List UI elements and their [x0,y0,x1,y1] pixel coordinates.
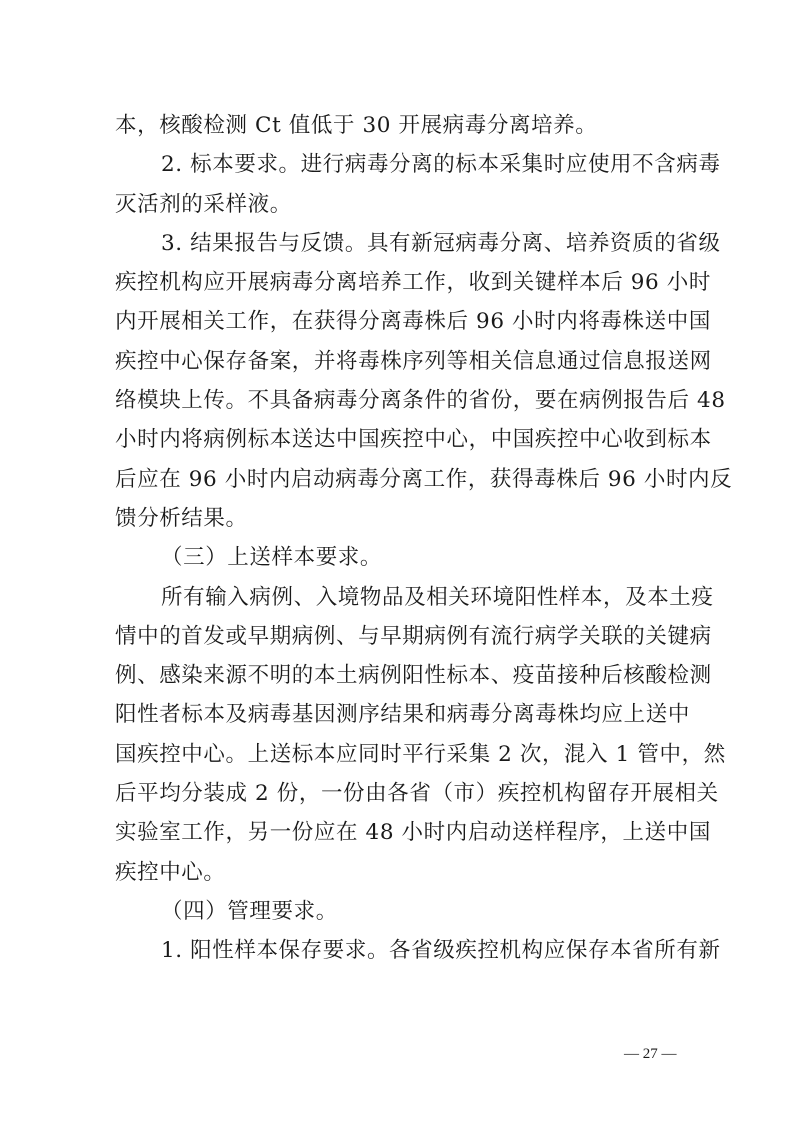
text-line: 灭活剂的采样液。 [115,191,292,217]
text-line: 所有输入病例、入境物品及相关环境阳性样本，及本土疫 [161,584,714,610]
text-line: 1. 阳性样本保存要求。各省级疾控机构应保存本省所有新 [161,938,721,964]
text-line: 例、感染来源不明的本土病例阳性标本、疫苗接种后核酸检测 [115,663,712,689]
section-heading: （四）管理要求。 [161,898,338,924]
section-heading: （三）上送样本要求。 [161,545,383,571]
text-line: 本，核酸检测 Ct 值低于 30 开展病毒分离培养。 [115,113,598,138]
text-line: 实验室工作，另一份应在 48 小时内启动送样程序，上送中国 [115,820,711,846]
text-line: 内开展相关工作，在获得分离毒株后 96 小时内将毒株送中国 [115,309,711,335]
text-line: 3. 结果报告与反馈。具有新冠病毒分离、培养资质的省级 [161,230,721,256]
body-text [115,112,733,977]
text-line: 疾控机构应开展病毒分离培养工作，收到关键样本后 96 小时 [115,270,711,296]
text-line: 阳性者标本及病毒基因测序结果和病毒分离毒株均应上送中 [115,702,690,728]
text-line: 疾控中心保存备案，并将毒株序列等相关信息通过信息报送网 [115,348,712,374]
text-line: 国疾控中心。上送标本应同时平行采集 2 次，混入 1 管中，然 [115,741,726,767]
page-number: — 27 — [624,1046,677,1062]
text-line: 疾控中心。 [115,859,226,885]
text-line: 馈分析结果。 [115,505,248,531]
text-line: 小时内将病例标本送达中国疾控中心，中国疾控中心收到标本 [115,427,712,453]
text-line: 络模块上传。不具备病毒分离条件的省份，要在病例报告后 48 [115,388,726,414]
text-line: 2. 标本要求。进行病毒分离的标本采集时应使用不含病毒 [161,152,721,178]
text-line: 后平均分装成 2 份，一份由各省（市）疾控机构留存开展相关 [115,781,719,807]
text-line: 情中的首发或早期病例、与早期病例有流行病学关联的关键病 [115,623,712,649]
text-line: 后应在 96 小时内启动病毒分离工作，获得毒株后 96 小时内反 [115,466,733,492]
